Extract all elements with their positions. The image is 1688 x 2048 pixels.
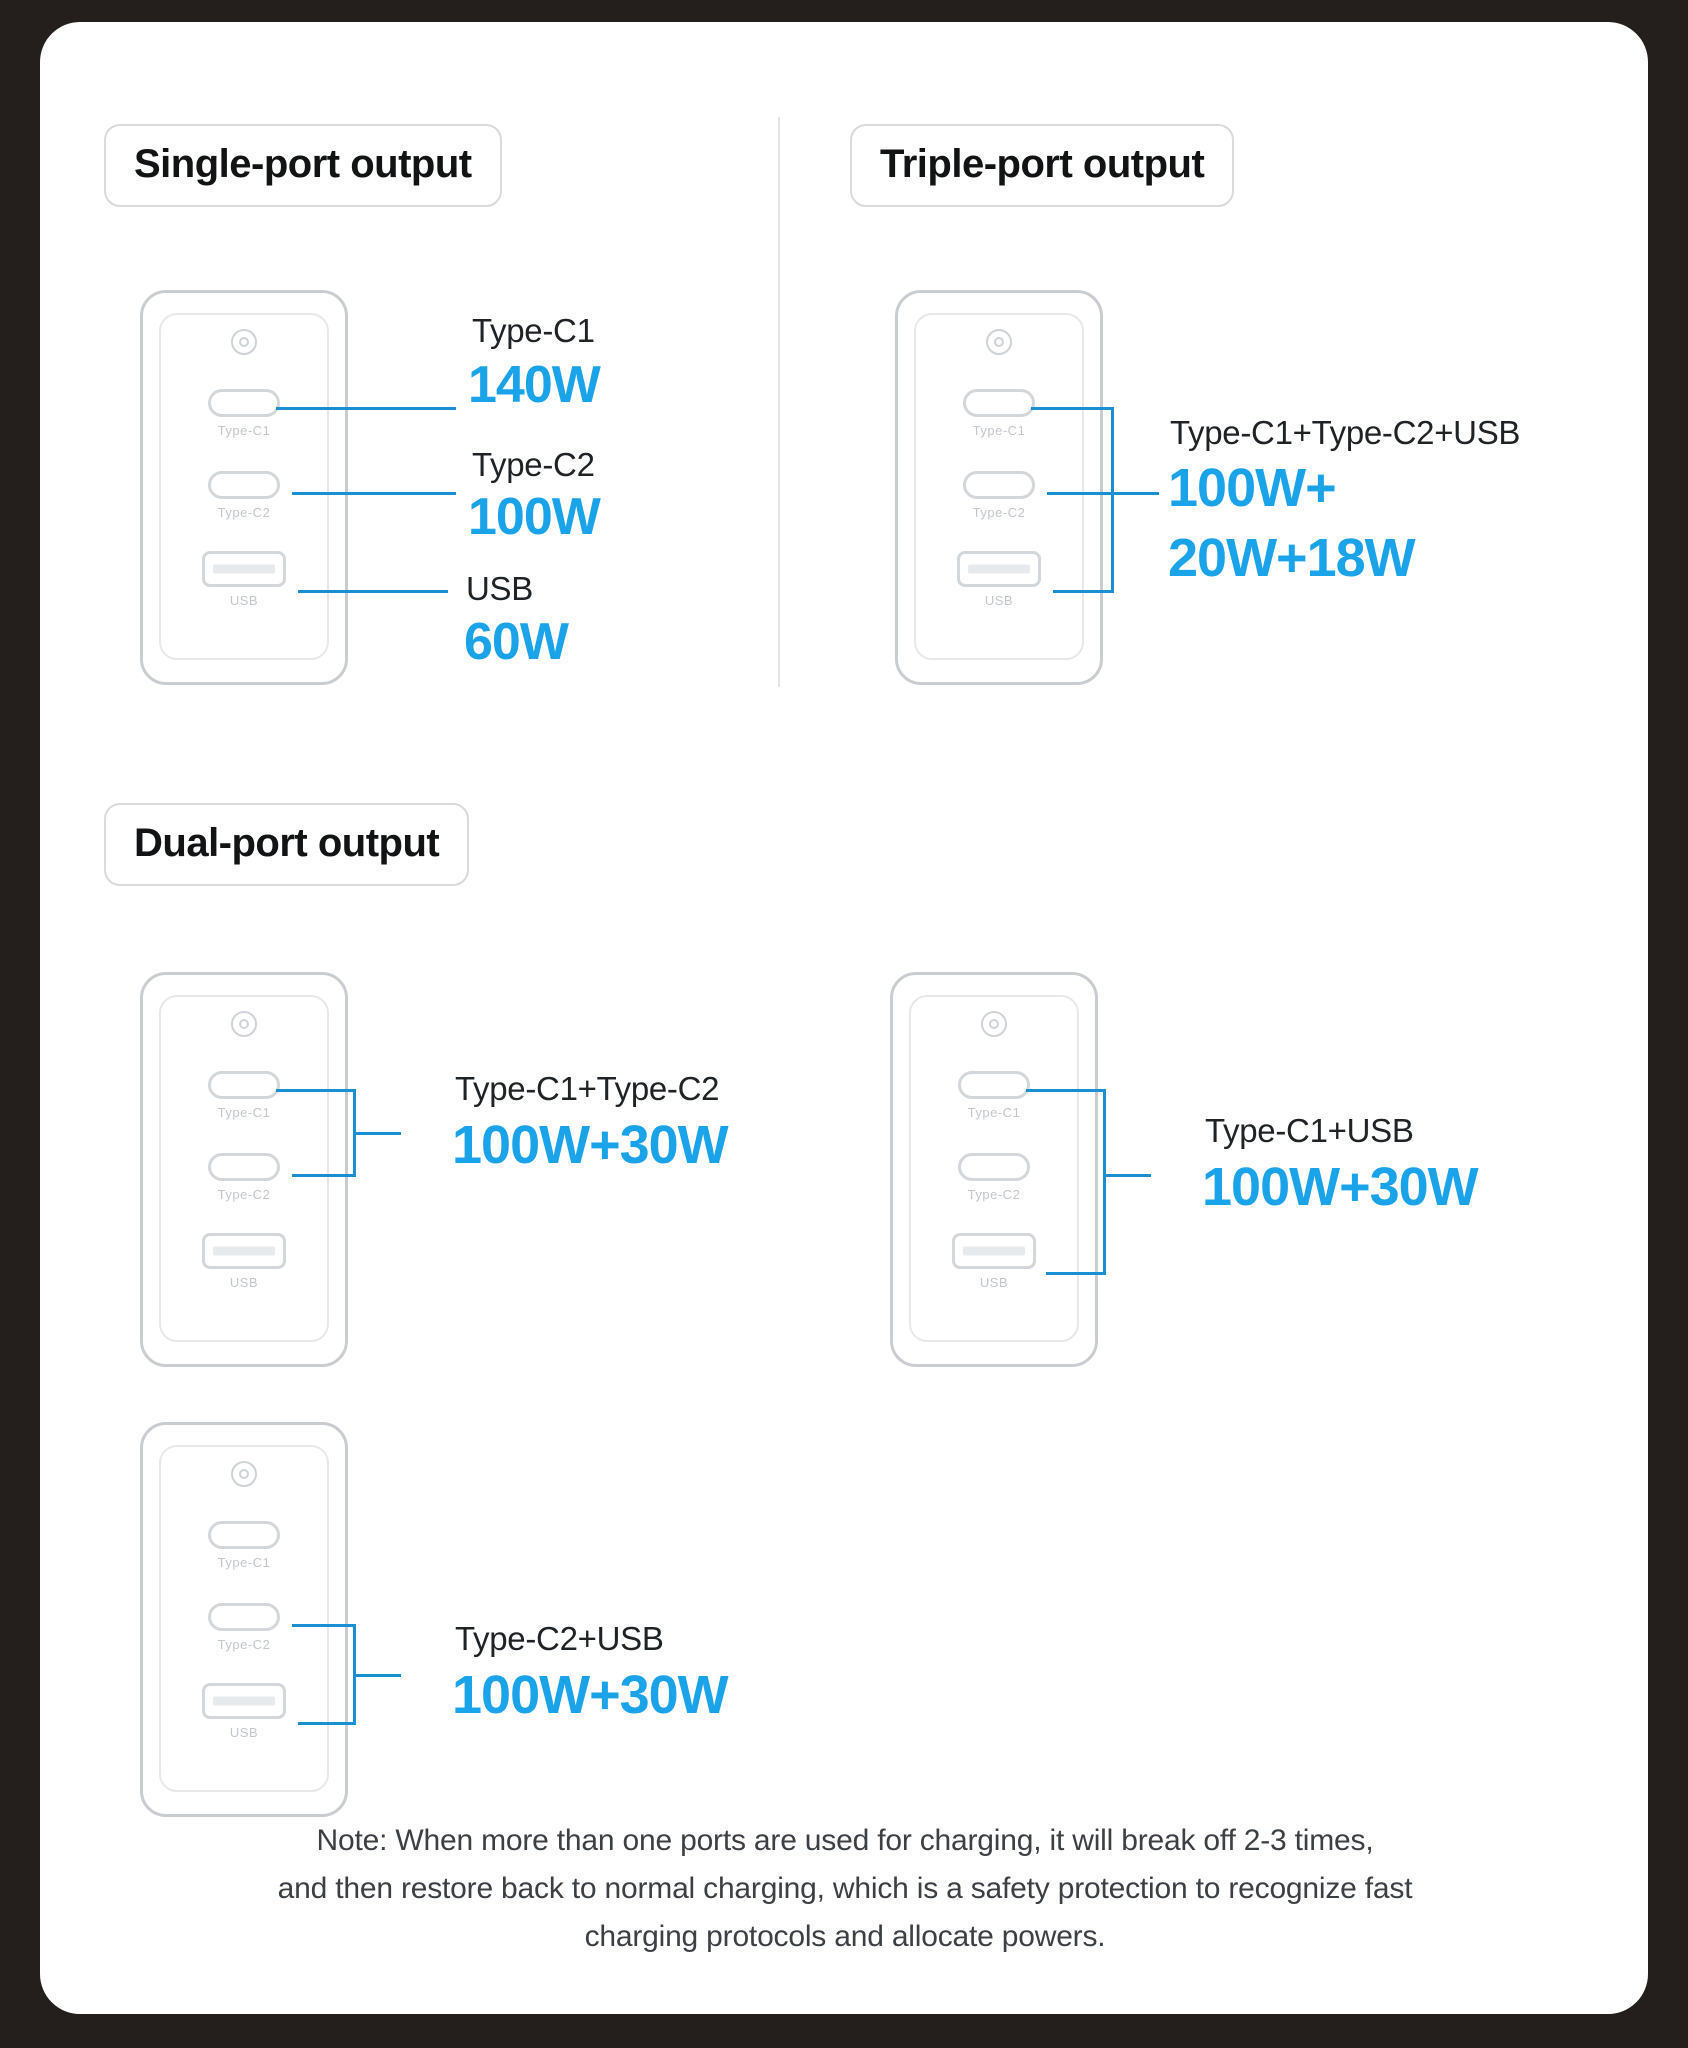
dual-watt-2: 100W+30W	[452, 1665, 728, 1725]
port-label-c1: Type-C1	[217, 423, 271, 438]
single-row-watt-2: 60W	[464, 613, 568, 671]
connector-line-dual2-c1	[1026, 1089, 1106, 1092]
port-type-c1	[958, 1071, 1030, 1120]
port-label-usb: USB	[229, 1725, 259, 1740]
port-label-usb: USB	[979, 1275, 1009, 1290]
usb-c-port-icon	[208, 471, 280, 499]
brand-logo-icon	[981, 1011, 1007, 1037]
port-label-c1: Type-C1	[967, 1105, 1021, 1120]
connector-line-dual2-usb	[1046, 1272, 1106, 1275]
column-divider	[778, 117, 780, 687]
port-label-c1: Type-C1	[217, 1555, 271, 1570]
brand-logo-icon	[231, 329, 257, 355]
brand-logo-icon	[231, 1461, 257, 1487]
port-type-c1	[208, 1071, 280, 1120]
single-row-title-2: USB	[466, 570, 533, 607]
dual-title-2: Type-C2+USB	[455, 1620, 664, 1657]
port-type-c2	[963, 471, 1035, 520]
port-usb-a	[202, 1683, 286, 1740]
charger-illustration-dual-1	[140, 972, 348, 1367]
usb-c-port-icon	[208, 389, 280, 417]
port-label-c2: Type-C2	[217, 505, 271, 520]
port-type-c1	[208, 389, 280, 438]
usb-c-port-icon	[958, 1071, 1030, 1099]
port-usb-a	[202, 551, 286, 608]
single-row-watt-1: 100W	[468, 488, 600, 546]
connector-line-dual1-c2	[292, 1174, 356, 1177]
connector-line-single-c1	[276, 407, 456, 410]
brand-logo-icon	[986, 329, 1012, 355]
port-label-c2: Type-C2	[972, 505, 1026, 520]
usb-c-port-icon	[963, 389, 1035, 417]
connector-bracket-triple	[1111, 407, 1114, 593]
dual-watt-1: 100W+30W	[1202, 1157, 1478, 1217]
charger-illustration-dual-3	[140, 1422, 348, 1817]
footnote-line-2: and then restore back to normal charging, which is a safety protection to recognize fast	[277, 1872, 1413, 1905]
spec-card	[40, 22, 1648, 2014]
port-type-c1	[963, 389, 1035, 438]
connector-line-dual3-usb	[298, 1722, 356, 1725]
connector-line-triple-usb	[1053, 590, 1114, 593]
connector-line-single-usb	[298, 590, 448, 593]
port-label-c1: Type-C1	[217, 1105, 271, 1120]
dual-title-1: Type-C1+USB	[1205, 1112, 1414, 1149]
usb-c-port-icon	[208, 1071, 280, 1099]
footnote-line-3: charging protocols and allocate powers.	[584, 1920, 1106, 1953]
port-usb-a	[202, 1233, 286, 1290]
port-label-c2: Type-C2	[217, 1637, 271, 1652]
charger-illustration-single	[140, 290, 348, 685]
port-label-c2: Type-C2	[967, 1187, 1021, 1202]
usb-a-port-icon	[202, 551, 286, 587]
dual-watt-0: 100W+30W	[452, 1115, 728, 1175]
single-row-watt-0: 140W	[468, 356, 600, 414]
port-label-usb: USB	[229, 593, 259, 608]
usb-c-port-icon	[208, 1153, 280, 1181]
triple-title: Type-C1+Type-C2+USB	[1170, 414, 1521, 451]
connector-stem-dual1	[353, 1132, 401, 1135]
connector-stem-dual3	[353, 1674, 401, 1677]
triple-watt-line1: 100W+	[1168, 458, 1336, 518]
usb-a-port-icon	[952, 1233, 1036, 1269]
port-type-c2	[958, 1153, 1030, 1202]
footnote-line-1: Note: When more than one ports are used for charging, it will break off 2-3 times,	[316, 1824, 1374, 1857]
connector-stem-dual2	[1103, 1174, 1151, 1177]
port-type-c2	[208, 1603, 280, 1652]
usb-a-port-icon	[957, 551, 1041, 587]
usb-a-port-icon	[202, 1683, 286, 1719]
port-label-c1: Type-C1	[972, 423, 1026, 438]
usb-c-port-icon	[208, 1521, 280, 1549]
port-type-c1	[208, 1521, 280, 1570]
charger-illustration-dual-2	[890, 972, 1098, 1367]
triple-watt-line2: 20W+18W	[1168, 528, 1415, 588]
connector-stem-triple	[1111, 492, 1159, 495]
section-label-triple-port: Triple-port output	[850, 124, 1234, 207]
port-type-c2	[208, 471, 280, 520]
usb-c-port-icon	[963, 471, 1035, 499]
section-label-single-port: Single-port output	[104, 124, 502, 207]
port-label-usb: USB	[229, 1275, 259, 1290]
port-label-c2: Type-C2	[217, 1187, 271, 1202]
port-usb-a	[952, 1233, 1036, 1290]
port-usb-a	[957, 551, 1041, 608]
single-row-title-0: Type-C1	[472, 312, 595, 349]
charger-illustration-triple	[895, 290, 1103, 685]
port-label-usb: USB	[984, 593, 1014, 608]
connector-line-triple-c2	[1047, 492, 1114, 495]
port-type-c2	[208, 1153, 280, 1202]
connector-line-triple-c1	[1031, 407, 1114, 410]
usb-c-port-icon	[958, 1153, 1030, 1181]
footnote	[130, 1817, 1560, 1961]
connector-line-dual1-c1	[276, 1089, 356, 1092]
single-row-title-1: Type-C2	[472, 446, 595, 483]
brand-logo-icon	[231, 1011, 257, 1037]
connector-bracket-dual2	[1103, 1089, 1106, 1275]
usb-a-port-icon	[202, 1233, 286, 1269]
section-label-dual-port: Dual-port output	[104, 803, 469, 886]
dual-title-0: Type-C1+Type-C2	[455, 1070, 720, 1107]
connector-line-dual3-c2	[292, 1624, 356, 1627]
connector-line-single-c2	[292, 492, 456, 495]
usb-c-port-icon	[208, 1603, 280, 1631]
